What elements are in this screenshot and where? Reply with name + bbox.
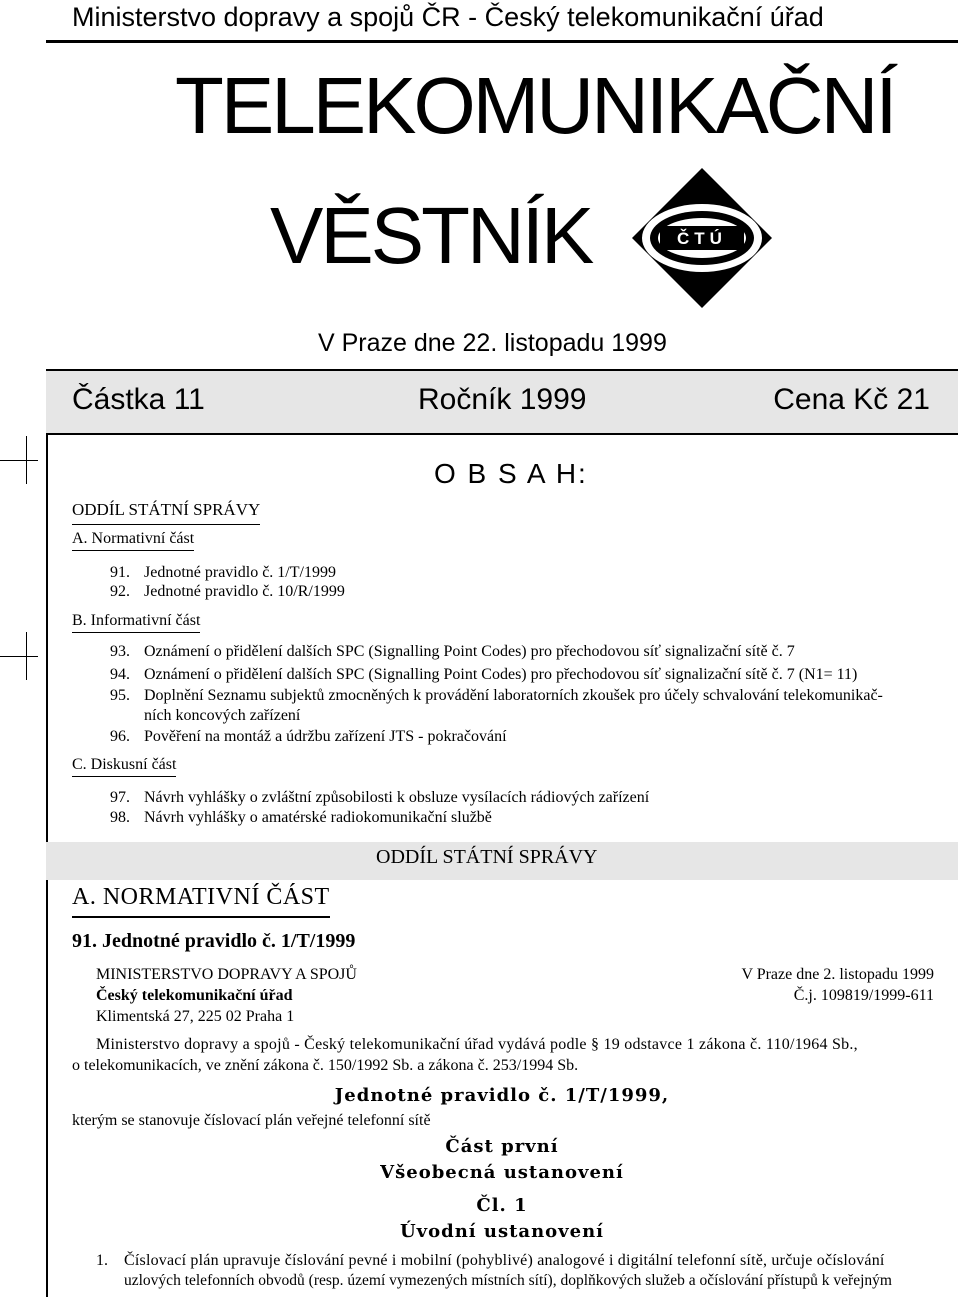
contents-part-c: C. Diskusní část (72, 756, 176, 777)
contents-item[interactable] (110, 808, 950, 827)
item-text: Návrh vyhlášky o amatérské radiokomunikační službě (144, 809, 492, 826)
contents-item[interactable] (110, 642, 950, 661)
contents-item[interactable] (110, 665, 950, 684)
rule-heading: 91. Jednotné pravidlo č. 1/T/1999 (72, 930, 356, 952)
issuer-date: V Praze dne 2. listopadu 1999 (741, 966, 934, 983)
journal-title-line-1: TELEKOMUNIKAČNÍ (175, 61, 895, 150)
item-text: Jednotné pravidlo č. 1/T/1999 (144, 564, 336, 581)
item-text: Návrh vyhlášky o zvláštní způsobilosti k obsluze vysílacích rádiových zařízení (144, 789, 650, 806)
contents-item[interactable] (110, 563, 910, 582)
article-heading: Čl. 1 (476, 1195, 528, 1216)
paragraph-number: 1. (96, 1252, 108, 1269)
crop-mark (26, 632, 27, 680)
issuer-office: Český telekomunikační úřad (96, 987, 293, 1004)
contents-part-a: A. Normativní část (72, 530, 194, 551)
item-text: Oznámení o přidělení dalších SPC (Signalling Point Codes) pro přechodovou síť signalizační sítě č. 7 (144, 643, 795, 660)
intro-provisions-heading: Úvodní ustanovení (399, 1221, 605, 1242)
item-number: 97. (110, 789, 130, 806)
item-text: Pověření na montáž a údržbu zařízení JTS - pokračování (144, 728, 507, 745)
issue-year: Ročník 1999 (418, 383, 587, 416)
crop-mark (0, 656, 38, 657)
item-number: 98. (110, 809, 130, 826)
normative-part-heading: A. NORMATIVNÍ ČÁST (72, 884, 330, 918)
frame-left-rule (46, 435, 48, 842)
issuer-name: MINISTERSTVO DOPRAVY A SPOJŮ (96, 966, 357, 983)
logo-text: ČTÚ (677, 229, 727, 248)
general-provisions-heading: Všeobecná ustanovení (380, 1162, 624, 1183)
contents-item[interactable] (110, 727, 950, 746)
ctu-logo (632, 168, 772, 308)
contents-item[interactable] (110, 582, 910, 601)
item-number: 93. (110, 643, 130, 660)
item-number: 91. (110, 564, 130, 581)
intro-text-line-2: o telekomunikacích, ve znění zákona č. 150/1992 Sb. a zákona č. 253/1994 Sb. (72, 1057, 579, 1074)
item-number: 96. (110, 728, 130, 745)
issue-price: Cena Kč 21 (773, 383, 930, 416)
part-one-heading: Část první (445, 1136, 559, 1157)
crop-mark (0, 460, 38, 461)
contents-title: O B S A H: (434, 458, 588, 489)
item-number: 92. (110, 583, 130, 600)
reference-number: Č.j. 109819/1999-611 (793, 987, 934, 1004)
item-text: Oznámení o přidělení dalších SPC (Signalling Point Codes) pro přechodovou síť signalizační sítě č. 7 (N1= 11) (144, 666, 858, 683)
header-rule (46, 40, 958, 43)
contents-item[interactable] (110, 686, 950, 726)
intro-text-line-1: Ministerstvo dopravy a spojů - Český telekomunikační úřad vydává podle § 19 odstavce 1 zákona č. 110/1964 Sb., (96, 1036, 858, 1053)
contents-section-heading: ODDÍL STÁTNÍ SPRÁVY (72, 500, 260, 525)
section-band-heading: ODDÍL STÁTNÍ SPRÁVY (376, 846, 598, 868)
issuer-address: Klimentská 27, 225 02 Praha 1 (96, 1008, 295, 1025)
rule-subtitle: kterým se stanovuje číslovací plán veřejné telefonní sítě (72, 1112, 431, 1129)
item-number: 95. (110, 687, 130, 704)
ministry-header: Ministerstvo dopravy a spojů ČR - Český telekomunikační úřad (72, 2, 824, 32)
contents-item[interactable] (110, 788, 950, 807)
item-text: Jednotné pravidlo č. 10/R/1999 (144, 583, 345, 600)
paragraph-text-line-1: Číslovací plán upravuje číslování pevné i mobilní (pohyblivé) analogové i digitální telefonní sítě, určuje očíslování (124, 1252, 885, 1269)
journal-title-line-2: VĚSTNÍK (270, 191, 592, 280)
paragraph-text-line-2: uzlových telefonních obvodů (resp. území vymezených místních sítí), doplňkových služeb a očíslování přístupů k veřejným (124, 1272, 892, 1289)
crop-mark (26, 436, 27, 484)
item-text: Doplnění Seznamu subjektů zmocněných k provádění laboratorních zkoušek pro účely schvalování telekomunikač- (144, 687, 883, 704)
issue-number: Částka 11 (72, 383, 205, 416)
contents-part-b: B. Informativní část (72, 612, 200, 633)
item-number: 94. (110, 666, 130, 683)
item-text-continued: ních koncových zařízení (144, 707, 301, 724)
issue-date: V Praze dne 22. listopadu 1999 (318, 329, 667, 357)
rule-title: Jednotné pravidlo č. 1/T/1999, (334, 1085, 670, 1106)
